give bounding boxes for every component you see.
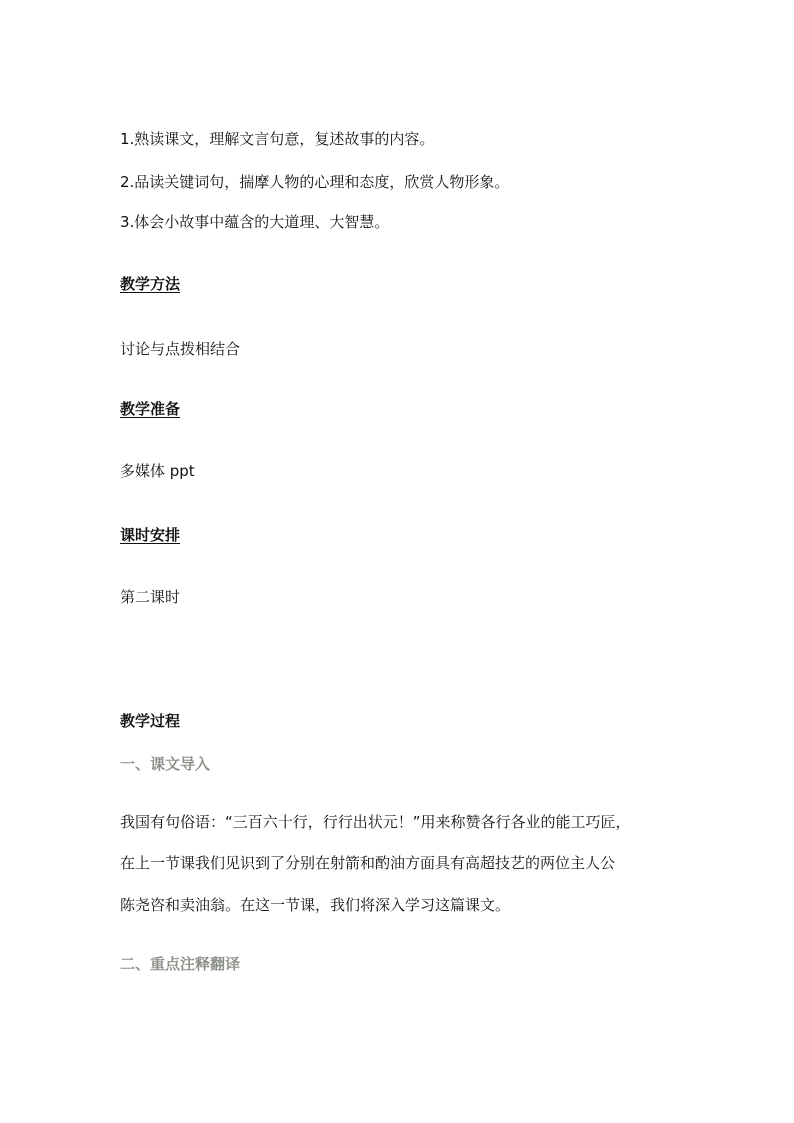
method-heading: 教学方法 xyxy=(120,275,181,293)
intro-line-1: 我国有句俗语：“三百六十行，行行出状元！”用来称赞各行各业的能工巧匠， xyxy=(120,813,631,831)
intro-line-2: 在上一节课我们见识到了分别在射箭和酌油方面具有高超技艺的两位主人公 xyxy=(120,854,616,872)
objective-2: 2.品读关键词句，揣摩人物的心理和态度，欣赏人物形象。 xyxy=(120,173,510,191)
intro-line-3: 陈尧咨和卖油翁。在这一节课，我们将深入学习这篇课文。 xyxy=(120,896,511,914)
method-content: 讨论与点拨相结合 xyxy=(120,340,241,358)
section-intro-title: 一、课文导入 xyxy=(120,755,211,773)
schedule-heading: 课时安排 xyxy=(120,526,181,544)
process-heading: 教学过程 xyxy=(120,712,181,730)
preparation-content: 多媒体 ppt xyxy=(120,462,195,480)
objective-1: 1.熟读课文，理解文言句意，复述故事的内容。 xyxy=(120,130,435,148)
preparation-heading: 教学准备 xyxy=(120,400,181,418)
objective-3: 3.体会小故事中蕴含的大道理、大智慧。 xyxy=(120,213,390,231)
schedule-content: 第二课时 xyxy=(120,588,181,606)
section-notes-title: 二、重点注释翻译 xyxy=(120,955,241,973)
